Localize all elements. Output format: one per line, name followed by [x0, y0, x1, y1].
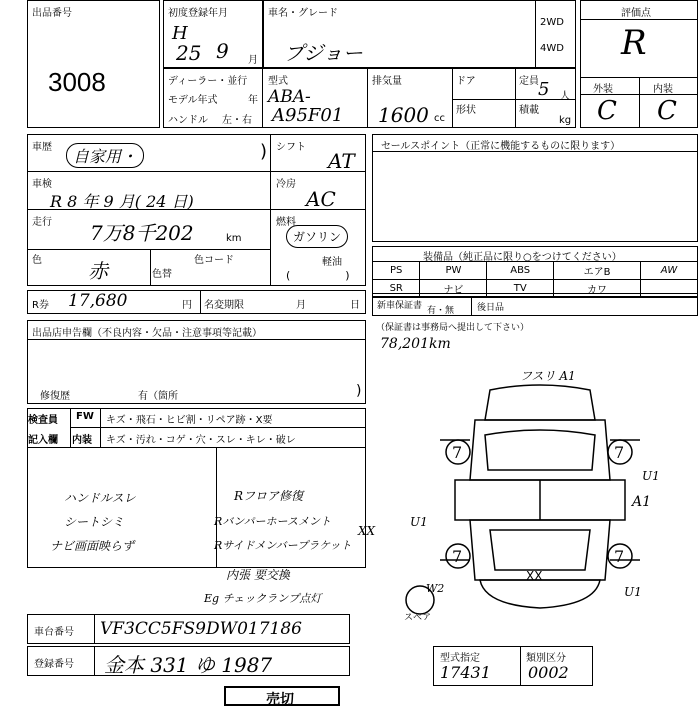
mileage-note-label: （保証書は事務局へ提出して下さい）	[376, 323, 530, 333]
note-left-3: ナビ画面映らず	[50, 539, 135, 553]
registration-month: 9	[216, 39, 229, 63]
recycle-label: R券	[32, 300, 49, 311]
warranty-options: 有・無	[427, 306, 455, 316]
history-box	[27, 134, 366, 286]
spare-label: スペア	[404, 613, 432, 620]
diagram-center: XX	[526, 569, 543, 583]
type-value-1: ABA-	[268, 87, 311, 107]
diagram-left-note: U1	[410, 515, 428, 529]
note-right-4: 内張 要交換	[226, 568, 290, 582]
history-paren: )	[260, 141, 268, 162]
declaration-label: 出品店申告欄（不良内容・欠品・注意事項等記載）	[32, 328, 262, 339]
year-unit: 年	[248, 95, 258, 106]
fuel-label: 燃料	[276, 217, 296, 228]
registration-label: 初度登録年月	[168, 8, 228, 19]
class-label: 類別区分	[526, 653, 566, 664]
diagram-bottom-right: U1	[624, 585, 642, 599]
equip-tv: TV	[487, 280, 554, 298]
month-label: 月	[296, 300, 306, 311]
rating-value: R	[621, 23, 647, 63]
lot-number-value: 3008	[48, 67, 106, 97]
inspector-label-2: 記入欄	[28, 435, 58, 446]
load-label: 積載	[519, 105, 539, 116]
shift-value: AT	[328, 149, 355, 173]
inspector-box	[27, 408, 366, 568]
diagram-right-note-2: A1	[632, 494, 652, 510]
mileage-value: 7万8千202	[90, 221, 194, 245]
equip-ps: PS	[373, 262, 420, 280]
capacity-label: 定員	[519, 76, 539, 87]
note-right-2: Rバンパーホースメント	[214, 515, 331, 528]
note-left-2: シートシミ	[64, 515, 125, 529]
type-value-2: A95F01	[272, 105, 344, 126]
color-value: 赤	[88, 259, 108, 283]
interior-check-label: 内装	[72, 435, 92, 446]
door-label: ドア	[456, 76, 476, 87]
type-label: 型式	[268, 76, 288, 87]
color-label: 色	[32, 255, 42, 266]
day-label: 日	[350, 300, 360, 311]
mark-rl: 7	[452, 547, 463, 566]
history-value: 自家用・	[66, 143, 144, 168]
name-change-label: 名変期限	[204, 300, 244, 311]
inspector-label-1: 検査員	[28, 415, 58, 426]
color-code-label: 色コード	[194, 255, 234, 266]
inspection-value: R 8 年 9 月( 24 日)	[50, 192, 194, 211]
yen-unit: 円	[182, 300, 192, 311]
drive-2wd: 2WD	[540, 17, 564, 28]
ac-label: 冷房	[276, 179, 296, 190]
displacement-label: 排気量	[372, 76, 402, 87]
shape-label: 形状	[456, 105, 476, 116]
class-value: 0002	[528, 663, 569, 682]
fw-items: キズ・飛石・ヒビ割・リペア跡・X要	[106, 415, 273, 426]
equipment-table	[372, 261, 698, 298]
interior-items: キズ・汚れ・コゲ・穴・スレ・キレ・破レ	[106, 435, 296, 446]
car-name-box	[263, 0, 576, 68]
color-change-label: 色替	[152, 269, 172, 280]
equip-sr: SR	[373, 280, 420, 298]
history-label: 車歴	[32, 142, 52, 153]
lot-number-box	[27, 0, 160, 128]
km-unit: km	[226, 233, 242, 244]
equipment-box	[372, 246, 698, 294]
equip-pw: PW	[420, 262, 487, 280]
diagram-top-note: フスリ A1	[520, 369, 576, 383]
sales-point-box	[372, 134, 698, 242]
capacity-value: 5	[538, 79, 550, 100]
equip-navi: ナビ	[420, 280, 487, 298]
car-diagram	[380, 360, 698, 620]
model-spec-label: 型式指定	[440, 653, 480, 664]
model-year-label: モデル年式	[168, 95, 218, 106]
fw-label: FW	[76, 411, 94, 422]
equipment-label: 装備品（純正品に限り○をつけてください）	[423, 252, 622, 263]
note-right-1: Rフロア修復	[234, 489, 304, 503]
chassis-value: VF3CC5FS9DW017186	[100, 619, 302, 639]
equip-aw: AW	[641, 262, 698, 280]
drive-4wd: 4WD	[540, 43, 564, 54]
diagram-bottom-left: W2	[426, 582, 445, 595]
note-right-3: Rサイドメンバープラケット	[214, 539, 352, 552]
car-name-value: プジョー	[284, 41, 363, 65]
plate-value: 金本 331 ゆ 1987	[104, 653, 273, 677]
mark-fl: 7	[452, 443, 463, 462]
later-label: 後日品	[477, 303, 505, 313]
equip-abs: ABS	[487, 262, 554, 280]
model-spec-value: 17431	[440, 663, 491, 682]
model-spec-box	[433, 646, 593, 686]
rating-box	[580, 0, 698, 128]
displacement-value: 1600	[378, 103, 429, 127]
mark-rr: 7	[614, 547, 625, 566]
dealer-label: ディーラー・並行	[168, 76, 248, 87]
chassis-label: 車台番号	[34, 627, 74, 638]
sold-button-label: 売切	[266, 692, 294, 708]
sold-button[interactable]	[224, 686, 340, 706]
diesel-label: 軽油	[322, 257, 342, 268]
handle-label: ハンドル	[168, 115, 208, 126]
recycle-value: 17,680	[68, 291, 128, 311]
registration-box	[163, 0, 263, 68]
diagram-xx-side: XX	[358, 524, 376, 538]
kg-unit: kg	[559, 115, 572, 126]
exterior-label: 外装	[593, 84, 613, 95]
diesel-parens: ( )	[286, 269, 350, 282]
equip-empty	[641, 280, 698, 298]
equip-leather: カワ	[554, 280, 641, 298]
registration-era: H	[172, 23, 188, 44]
rating-label: 評価点	[621, 8, 651, 19]
lot-number-label: 出品番号	[32, 8, 72, 19]
shift-label: シフト	[276, 142, 306, 153]
sales-point-label: セールスポイント（正常に機能するものに限ります）	[381, 141, 621, 152]
note-left-1: ハンドルスレ	[64, 491, 136, 505]
car-name-label: 車名・グレード	[268, 8, 338, 19]
ac-value: AC	[306, 187, 336, 211]
mark-fr: 7	[614, 443, 625, 462]
equip-airbag: エアB	[554, 262, 641, 280]
plate-row	[27, 646, 350, 676]
registration-year: 25	[176, 41, 202, 65]
interior-label: 内装	[653, 84, 673, 95]
capacity-unit: 人	[560, 91, 570, 102]
exterior-value: C	[597, 96, 617, 126]
note-right-5: Eg チェックランプ点灯	[204, 592, 322, 605]
fuel-value: ガソリン	[286, 225, 348, 248]
new-warranty-label: 新車保証書	[377, 301, 423, 311]
declaration-box	[27, 320, 366, 404]
mileage-note-value: 78,201km	[380, 336, 451, 352]
repair-value: 有（箇所	[138, 391, 178, 402]
handle-options: 左・右	[222, 115, 252, 126]
spec-row	[163, 68, 576, 128]
warranty-row	[372, 296, 698, 316]
mileage-label: 走行	[32, 217, 52, 228]
cc-unit: cc	[434, 113, 445, 124]
month-unit: 月	[248, 55, 258, 66]
interior-value: C	[657, 96, 677, 126]
repair-paren: )	[356, 383, 362, 399]
plate-label: 登録番号	[34, 659, 74, 670]
repair-label: 修復歴	[40, 391, 70, 402]
chassis-row	[27, 614, 350, 644]
inspection-label: 車検	[32, 179, 52, 190]
recycle-row	[27, 290, 366, 314]
diagram-right-note-1: U1	[642, 469, 660, 483]
